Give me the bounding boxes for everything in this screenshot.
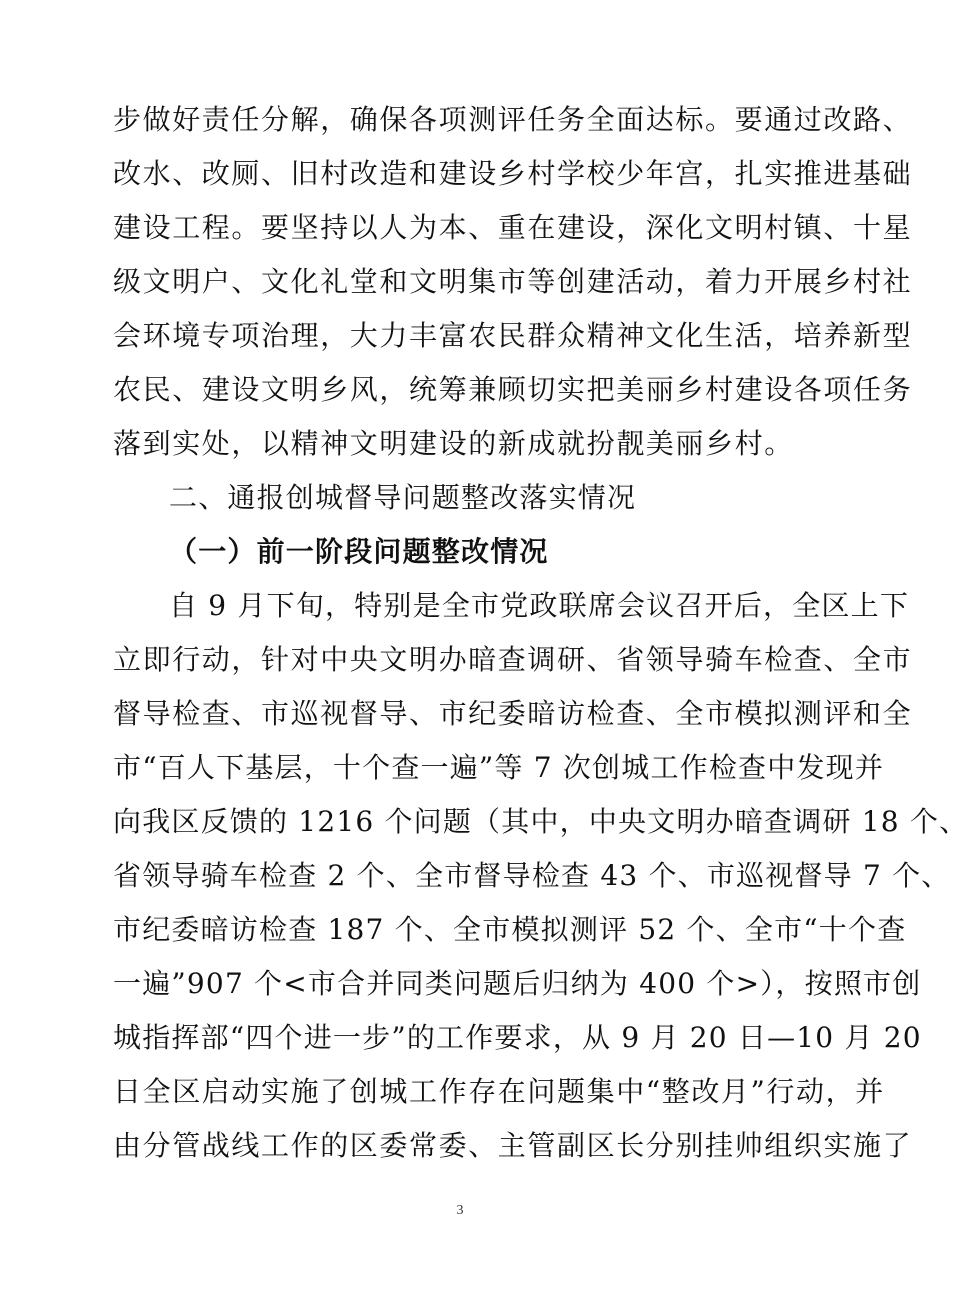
paragraph-line-4: 级文明户、文化礼堂和文明集市等创建活动，着力开展乡村社 [113,265,913,298]
paragraph-line-20: 由分管战线工作的区委常委、主管副区长分别挂帅组织实施了 [113,1129,913,1162]
paragraph-line-3: 建设工程。要坚持以人为本、重在建设，深化文明村镇、十星 [113,211,913,244]
document-body [113,93,968,1173]
paragraph-line-15: 省领导骑车检查 2 个、全市督导检查 43 个、市巡视督导 7 个、 [113,859,951,892]
paragraph-line-17: 一遍”907 个<市合并同类问题后归纳为 400 个>），按照市创 [113,967,922,1000]
paragraph-line-6: 农民、建设文明乡风，统筹兼顾切实把美丽乡村建设各项任务 [113,373,913,406]
paragraph-line-2: 改水、改厕、旧村改造和建设乡村学校少年宫，扎实推进基础 [113,157,913,190]
paragraph-line-18: 城指挥部“四个进一步”的工作要求，从 9 月 20 日—10 月 20 [113,1021,922,1054]
paragraph-line-14: 向我区反馈的 1216 个问题（其中，中央文明办暗查调研 18 个、 [113,805,968,838]
paragraph-line-19: 日全区启动实施了创城工作存在问题集中“整改月”行动，并 [113,1075,885,1108]
paragraph-line-12: 督导检查、市巡视督导、市纪委暗访检查、全市模拟测评和全 [113,697,913,730]
section-heading: 二、通报创城督导问题整改落实情况 [169,481,637,514]
paragraph-line-16: 市纪委暗访检查 187 个、全市模拟测评 52 个、全市“十个查 [113,913,907,946]
paragraph-line-1: 步做好责任分解，确保各项测评任务全面达标。要通过改路、 [113,103,913,136]
paragraph-line-5: 会环境专项治理，大力丰富农民群众精神文化生活，培养新型 [113,319,913,352]
page-number: 3 [456,1203,464,1218]
subsection-heading: （一）前一阶段问题整改情况 [169,535,549,568]
paragraph-line-10: 自 9 月下旬，特别是全市党政联席会议召开后，全区上下 [169,589,910,622]
paragraph-line-7: 落到实处，以精神文明建设的新成就扮靓美丽乡村。 [113,427,794,460]
paragraph-line-11: 立即行动，针对中央文明办暗查调研、省领导骑车检查、全市 [113,643,913,676]
paragraph-line-13: 市“百人下基层，十个查一遍”等 7 次创城工作检查中发现并 [113,751,885,784]
